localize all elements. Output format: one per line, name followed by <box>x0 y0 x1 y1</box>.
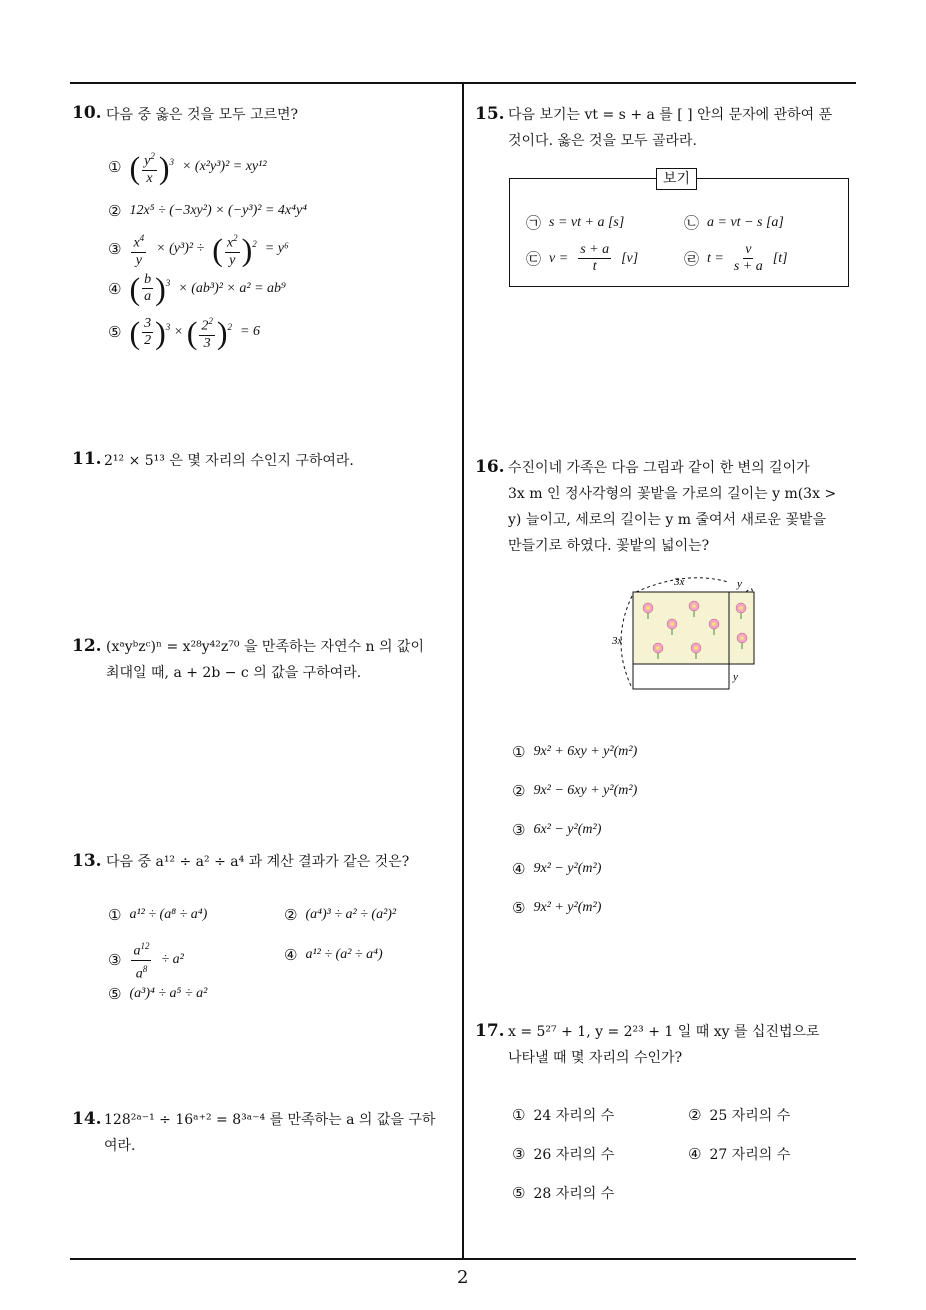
fig-label-top-3x: 3x <box>674 576 685 588</box>
page-number: 2 <box>457 1267 469 1288</box>
q10-text: 다음 중 옳은 것을 모두 고르면? <box>106 107 299 123</box>
q15-line2: 것이다. 옳은 것을 모두 골라라. <box>508 133 697 149</box>
q17-c5: 28 자리의 수 <box>533 1186 615 1202</box>
q17-choice-2[interactable] <box>688 1105 790 1125</box>
q10-c3-end: = y⁶ <box>264 241 289 257</box>
fig-label-top-y: y <box>737 578 742 590</box>
choice-label: ③ <box>108 951 122 970</box>
q12-number: 12. <box>72 636 102 656</box>
choice-label: ② <box>108 202 122 220</box>
item-label: ㉠ <box>526 214 542 232</box>
choice-label: ⑤ <box>108 985 122 1003</box>
q13-text: 다음 중 a¹² ÷ a² ÷ a⁴ 과 계산 결과가 같은 것은? <box>106 854 410 870</box>
q15-item-2 <box>684 212 784 233</box>
q16-c5: 9x² + y²(m²) <box>533 900 602 915</box>
q10-c4-rest: × (ab³)² × a² = ab⁹ <box>178 280 286 296</box>
choice-label: ④ <box>688 1145 702 1163</box>
choice-label: ② <box>688 1106 702 1124</box>
q10-choice-3[interactable]: ③ $\frac{x^4}{y}$ × (y³)² ÷ ( $\frac{x^2}{y}$ )$^2$ = y⁶ <box>108 231 289 268</box>
q11-number: 11. <box>72 449 102 469</box>
q17-c4: 27 자리의 수 <box>709 1147 791 1163</box>
q16-choice-4[interactable] <box>512 860 601 878</box>
q17-choice-4[interactable] <box>688 1144 790 1164</box>
q16-choice-5[interactable] <box>512 899 601 917</box>
q16-c3: 6x² − y²(m²) <box>533 822 602 837</box>
choice-label: ⑤ <box>512 899 526 917</box>
q15-g3-num: s + a <box>580 242 610 257</box>
q17-c2: 25 자리의 수 <box>709 1108 791 1124</box>
q13-number: 13. <box>72 851 102 871</box>
q10-number: 10. <box>72 103 102 123</box>
q16-c1: 9x² + 6xy + y²(m²) <box>533 744 638 759</box>
q13-choice-2[interactable] <box>284 906 396 924</box>
q13-c5: (a³)⁴ ÷ a⁵ ÷ a² <box>129 986 208 1001</box>
q17-c3: 26 자리의 수 <box>533 1147 615 1163</box>
q17-c1: 24 자리의 수 <box>533 1108 615 1124</box>
bogi-title: 보기 <box>656 168 697 190</box>
choice-label: ④ <box>284 946 298 964</box>
q15-g4-num: v <box>745 242 752 257</box>
q17-choice-5[interactable] <box>512 1183 614 1203</box>
choice-label: ① <box>108 158 122 177</box>
q16-choice-3[interactable] <box>512 821 601 839</box>
q14-line2: 여라. <box>104 1138 136 1154</box>
item-label: ㉣ <box>684 250 700 268</box>
q15-number: 15. <box>475 104 505 124</box>
q16-line4: 만들기로 하였다. 꽃밭의 넓이는? <box>508 538 710 554</box>
choice-label: ⑤ <box>108 323 122 342</box>
q16-line2: 3x m 인 정사각형의 꽃밭을 가로의 길이는 y m(3x > <box>508 486 837 502</box>
flower-garden-figure <box>606 572 766 696</box>
q10-choice-5[interactable]: ⑤ ( $\frac{3}{2}$ )$^3$ × ( $\frac{2^2}{3}$ )$^2$ = 6 <box>108 314 260 351</box>
q17-number: 17. <box>475 1021 505 1041</box>
q15-g3-lhs: v = <box>549 250 569 266</box>
q13-choice-4[interactable] <box>284 946 383 964</box>
q13-c4: a¹² ÷ (a² ÷ a⁴) <box>305 947 383 962</box>
q14-number: 14. <box>72 1109 102 1129</box>
q17-line2: 나타낼 때 몇 자리의 수인가? <box>508 1050 683 1066</box>
q17-line1: x = 5²⁷ + 1, y = 2²³ + 1 일 때 xy 를 십진법으로 <box>508 1024 820 1040</box>
q11-text: 2¹² × 5¹³ 은 몇 자리의 수인지 구하여라. <box>104 453 354 469</box>
q15-g4-den: s + a <box>733 259 763 274</box>
q12-line1: (xᵃyᵇzᶜ)ⁿ = x²⁸y⁴²z⁷⁰ 을 만족하는 자연수 n 의 값이 <box>106 639 424 655</box>
q13-c2: (a⁴)³ ÷ a² ÷ (a²)² <box>305 907 397 922</box>
q16-choice-1[interactable] <box>512 743 637 761</box>
q15-item-3 <box>526 242 638 275</box>
q13-choice-1[interactable] <box>108 906 207 924</box>
q13-choice-5[interactable] <box>108 985 207 1003</box>
item-label: ㉢ <box>526 250 542 268</box>
q15-g2: a = vt − s [a] <box>707 214 784 230</box>
q14-line1: 128²ᵃ⁻¹ ÷ 16ᵃ⁺² = 8³ᵃ⁻⁴ 를 만족하는 a 의 값을 구하 <box>104 1112 436 1128</box>
choice-label: ③ <box>512 1145 526 1163</box>
q10-c5-end: = 6 <box>240 324 260 340</box>
q16-c2: 9x² − 6xy + y²(m²) <box>533 783 638 798</box>
q15-g4-lhs: t = <box>707 250 724 266</box>
q16-number: 16. <box>475 457 505 477</box>
q17-choice-1[interactable] <box>512 1105 614 1125</box>
choice-label: ⑤ <box>512 1184 526 1202</box>
choice-label: ③ <box>512 821 526 839</box>
q15-g1: s = vt + a [s] <box>549 214 625 230</box>
fig-label-left-3x: 3x <box>612 635 623 647</box>
q16-choice-2[interactable] <box>512 782 637 800</box>
column-divider <box>462 82 464 1259</box>
q16-line3: y) 늘이고, 세로의 길이는 y m 줄여서 새로운 꽃밭을 <box>508 512 827 528</box>
q15-g4-tail: [t] <box>772 250 788 266</box>
choice-label: ① <box>512 1106 526 1124</box>
q15-line1: 다음 보기는 vt = s + a 를 [ ] 안의 문자에 관하여 푼 <box>508 107 833 123</box>
q10-c1-rest: × (x²y³)² = xy¹² <box>181 159 267 175</box>
q10-choice-4[interactable]: ④ ( $\frac{b}{a}$ )$^3$ × (ab³)² × a² = ab⁹ <box>108 270 286 307</box>
choice-label: ④ <box>108 279 122 298</box>
item-label: ㉡ <box>684 214 700 232</box>
q16-line1: 수진이네 가족은 다음 그림과 같이 한 변의 길이가 <box>508 460 810 476</box>
choice-label: ③ <box>108 240 122 259</box>
choice-label: ② <box>284 906 298 924</box>
q10-choice-1[interactable]: ① ( $\frac{y^2}{x}$ )$^3$ × (x²y³)² = xy¹² <box>108 149 267 186</box>
fig-label-bottom-y: y <box>733 671 738 683</box>
q15-item-1 <box>526 212 624 233</box>
choice-label: ① <box>108 906 122 924</box>
q10-c3-mid: × (y³)² ÷ <box>156 241 205 257</box>
choice-label: ④ <box>512 860 526 878</box>
q15-item-4 <box>684 242 788 275</box>
q13-c3-rest: ÷ a² <box>161 952 184 968</box>
choice-label: ① <box>512 743 526 761</box>
q10-choice-2[interactable] <box>108 202 307 220</box>
choice-label: ② <box>512 782 526 800</box>
q15-g3-den: t <box>592 259 597 274</box>
q17-choice-3[interactable] <box>512 1144 614 1164</box>
q13-c1: a¹² ÷ (a⁸ ÷ a⁴) <box>129 907 208 922</box>
q13-choice-3[interactable]: ③ $\frac{a^{12}}{a^8}$ ÷ a² <box>108 938 184 982</box>
q16-c4: 9x² − y²(m²) <box>533 861 602 876</box>
q15-g3-tail: [v] <box>621 250 639 266</box>
q12-line2: 최대일 때, a + 2b − c 의 값을 구하여라. <box>106 665 362 681</box>
q10-c2: 12x⁵ ÷ (−3xy²) × (−y³)² = 4x⁴y⁴ <box>129 203 308 218</box>
